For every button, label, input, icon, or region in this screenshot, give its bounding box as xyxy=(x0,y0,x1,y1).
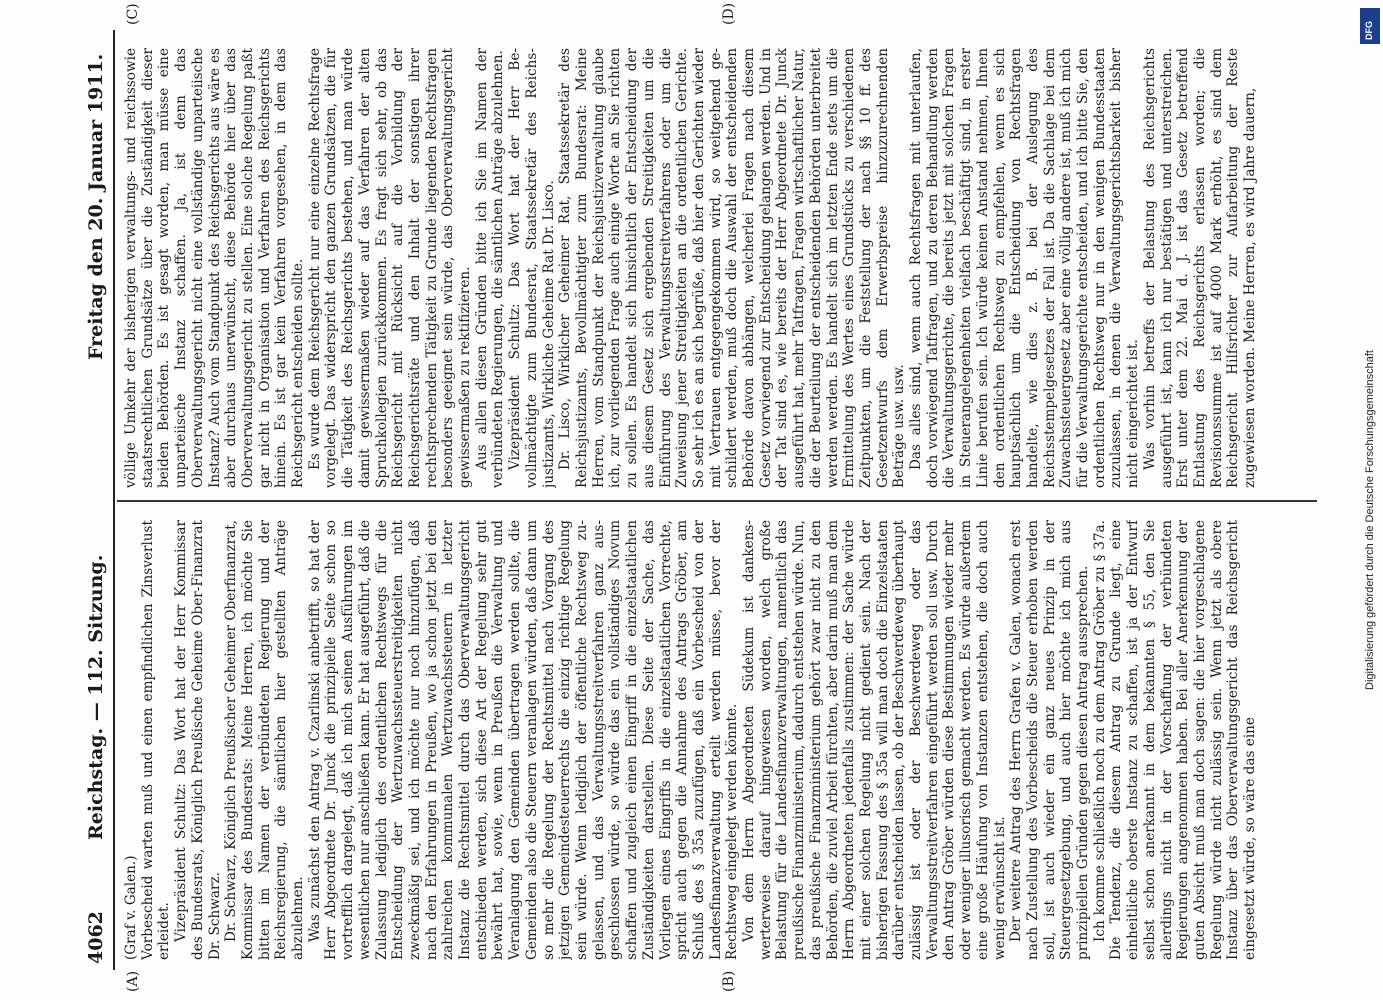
header-rule xyxy=(113,30,115,970)
left-text-column xyxy=(123,520,1313,960)
margin-mark-c: (C) xyxy=(125,3,141,25)
left-running-title: Reichstag. — 112. Sitzung. xyxy=(85,554,107,840)
paragraph: Was vorhin betreffs der Belastung des Reichsgerichts ausgeführt ist, kann ich nur bestätigen und unterstreichen. Erst unter dem 22. Mai d. J. ist das Gesetz betreffend Entlastung des Reichsgerichts erlassen worden; die Revisionssumme ist auf 4000 Mark erhöht, es sind dem Reichsgericht Hilfsrichter zur Aufarbeitung der Reste zugewiesen worden. Meine Herren, es wird Jahre dauern, xyxy=(1141,48,1259,488)
right-text-column xyxy=(123,48,1313,488)
paragraph: völlige Umkehr der bisherigen verwaltungs- und reichssowie staatsrechtlichen Grundsätze über die Zuständigkeit dieser beiden Behörden. Es ist gesagt worden, man müsse eine unparteiische Instanz schaffen. Ja, ist denn das Oberverwaltungsgericht nicht eine vollständige unparteiische Instanz? Auch vom Standpunkt des Reichsgerichts aus wäre es aber durchaus unerwünscht, diese Behörde hier über das Oberverwaltungsgericht zu stellen. Eine solche Regelung paßt gar nicht in Organisation und Verfahren des Reichsgerichts hinein. Es ist gar kein Verfahren vorgesehen, in dem das Reichsgericht entscheiden sollte. xyxy=(123,48,307,488)
page-header xyxy=(79,30,113,970)
paragraph: Von dem Herrn Abgeordneten Südekum ist dankenswerterweise darauf hingewiesen worden, welch große Belastung für die Landesfinanzverwaltungen, namentlich das preußische Finanzministerium, dadurch entstehen würde. Nun, das preußische Finanzministerium gehört zwar nicht zu den Behörden, die zuviel Arbeit fürchten, aber darin muß man dem Herrn Abgeordneten jedenfalls zustimmen: der Sache würde mit einer solchen Regelung nicht gedient sein. Nach der bisherigen Fassung des § 35a will man doch die Einzelstaaten darüber entscheiden lassen, ob der Beschwerdeweg überhaupt zulässig ist oder der Beschwerdeweg oder das Verwaltungsstreitverfahren eingeführt werden soll usw. Durch den Antrag Gröber würden diese Bestimmungen wieder mehr oder weniger illusorisch gemacht werden. Es würde außerdem eine große Häufung von Instanzen entstehen, die doch auch wenig erwünscht ist. xyxy=(741,520,1008,960)
right-running-title: Freitag den 20. Januar 1911. xyxy=(85,53,107,360)
paragraph: Dr. Schwarz, Königlich Preußischer Geheimer Oberfinanzrat, Kommissar des Bundesrats: Meine Herren, ich möchte Sie bitten im Namen der verbündeten Regierung und der Reichsregierung, die sämtlichen hier gestellten Anträge abzulehnen. xyxy=(223,520,307,960)
paragraph: Aus allen diesen Gründen bitte ich Sie im Namen der verbündeten Regierungen, die sämtlichen Anträge abzulehnen. xyxy=(473,48,507,488)
margin-mark-d: (D) xyxy=(721,2,737,25)
printed-page xyxy=(61,2,1321,992)
paragraph: Vizepräsident Schultz: Das Wort hat der Herr Kommissar des Bundesrats, Königlich Preußische Geheime Ober-Finanzrat Dr. Schwarz. xyxy=(173,520,223,960)
paragraph: (Graf v. Galen.) xyxy=(123,855,139,960)
paragraph: Was zunächst den Antrag v. Czarlinski anbetrifft, so hat der Herr Abgeordnete Dr. Junck die prinzipielle Seite schon so vortrefflich dargelegt, daß ich mich seinen Ausführungen im wesentlichen nur anschließen kann. Er hat ausgeführt, daß die Zulassung lediglich des ordentlichen Rechtswegs für die Entscheidung der Wertzuwachssteuerstreitigkeiten nicht zweckmäßig sei, und ich möchte nur noch hinzufügen, daß nach den Erfahrungen in Preußen, wo ja schon jetzt bei den zahlreichen kommunalen Wertzuwachssteuern in letzter Instanz die Rechtsmittel durch das Oberverwaltungsgericht entschieden werden, sich diese Art der Regelung sehr gut bewährt hat, sowie, wenn in Preußen die Verwaltung und Veranlagung den Gemeinden übertragen werden sollte, die Gemeinden also die Steuern veranlagen würden, daß dann um so mehr die Regelung der Rechtsmittel nach Vorgang des jetzigen Gemeindesteuerrechts die einzig richtige Regelung sein würde. Wenn lediglich der öffentliche Rechtsweg zugelassen, und das Verwaltungsstreitverfahren ganz ausgeschlossen würde, so würde das ein vollständiges Novum schaffen und zugleich einen Eingriff in die einzelstaatlichen Zuständigkeiten darstellen. Diese Seite der Sache, das Vorliegen eines Eingriffs in die einzelstaatlichen Vorrechte, spricht auch gegen die Annahme des Antrags Gröber, am Schluß des § 35a zuzufügen, daß ein Vorbescheid von der Landesfinanzverwaltung erteilt werden müsse, bevor der Rechtsweg eingelegt werden könnte. xyxy=(306,520,741,960)
paragraph: Dr. Lisco, Wirklicher Geheimer Rat, Staatssekretär des Reichsjustizamts, Bevollmächtigter zum Bundesrat: Meine Herren, vom Standpunkt der Reichsjustizverwaltung glaube ich, zur vorliegenden Frage auch einige Worte an Sie richten zu sollen. Es handelt sich hinsichtlich der Entscheidung der aus diesem Gesetz sich ergebenden Streitigkeiten um die Einführung des Verwaltungsstreitverfahrens oder um die Zuweisung jener Streitigkeiten an die ordentlichen Gerichte. So sehr ich es an sich begrüße, daß hier den Gerichten wieder mit Vertrauen entgegengekommen wird, so weitgehend geschildert werden, muß doch die Auswahl der entscheidenden Behörde davon abhängen, welcherlei Fragen nach diesem Gesetz vorwiegend zur Entscheidung gelangen werden. Und in der Tat sind es, wie bereits der Herr Abgeordnete Dr. Junck ausgeführt hat, mehr Tatfragen, Fragen wirtschaftlicher Natur, die der Beurteilung der entscheidenden Behörden unterbreitet werden werden. Es handelt sich im letzten Ende stets um die Ermittelung des Wertes eines Grundstücks zu verschiedenen Zeitpunkten, um die Feststellung der nach §§ 10 ff. des Gesetzentwurfs dem Erwerbspreise hinzuzurechnenden Beträge usw. usw. xyxy=(557,48,908,488)
paragraph: Ich komme schließlich noch zu dem Antrag Gröber zu § 37a. Die Tendenz, die diesem Antrag zu Grunde liegt, eine einheitliche oberste Instanz zu schaffen, ist ja der Entwurf selbst schon anerkannt in dem bekannten § 55, den Sie allerdings nicht in der Vorschaffung der verbündeten Regierungen angenommen haben. Bei aller Anerkennung der guten Absicht muß man doch sagen: die hier vorgeschlagene Regelung würde nicht zulässig sein. Wenn jetzt als obere Instanz über das Oberverwaltungsgericht das Reichsgericht eingesetzt würde, so wäre das eine xyxy=(1091,520,1259,960)
page-number: 4062 xyxy=(85,911,107,964)
margin-mark-a: (A) xyxy=(125,970,141,992)
paragraph: Vizepräsident Schultz: Das Wort hat der Herr Bevollmächtigte zum Bundesrat, Staatssekretär des Reichsjustizamts, Wirkliche Geheime Rat Dr. Lisco. xyxy=(507,48,557,488)
paragraph: Vorbescheid warten muß und einen empfindlichen Zinsverlust erleidet. xyxy=(139,520,173,960)
margin-mark-b: (B) xyxy=(721,970,737,992)
paragraph: Das alles sind, wenn auch Rechtsfragen mit unterlaufen, doch vorwiegend Tatfragen, und zu deren Behandlung werden die Verwaltungsgerichte, die bereits jetzt mit solchen Fragen in Steuerangelegenheiten vielfach beschäftigt sind, in erster Linie berufen sein. Ich würde keinen Anstand nehmen, Ihnen den ordentlichen Rechtsweg zu empfehlen, wenn es sich hauptsächlich um die Entscheidung von Rechtsfragen handelte, wie dies z. B. bei der Auslegung des Reichsstempelgesetzes der Fall ist. Da die Sachlage bei dem Zuwachssteuergesetz aber eine völlig andere ist, muß ich mich für die Verwaltungsgerichte entscheiden, und ich bitte Sie, den ordentlichen Rechtsweg nur in den wenigen Bundesstaaten zuzulassen, in denen die Verwaltungsgerichtsbarkeit bisher nicht eingerichtet ist. xyxy=(908,48,1142,488)
column-divider xyxy=(117,500,1317,502)
paragraph: Es wurde dem Reichsgericht nur eine einzelne Rechtsfrage vorgelegt. Das widerspricht den ganzen Grundsätzen, die für die Tätigkeit des Reichsgerichts bestehen, und man würde damit gewissermaßen wieder auf das Verfahren der alten Spruchkollegien zurückkommen. Es fragt sich sehr, ob das Reichsgericht mit Rücksicht auf die Vorbildung der Reichsgerichtsräte und den Inhalt der sonstigen ihrer rechtsprechenden Tätigkeit zu Grunde liegenden Rechtsfragen besonders geeignet sein würde, das Oberverwaltungsgericht gewissermaßen zu rektifizieren. xyxy=(306,48,474,488)
dfg-logo-text: DFG xyxy=(1364,21,1374,40)
paragraph: Der weitere Antrag des Herrn Grafen v. Galen, wonach erst nach Zustellung des Vorbescheids die Steuer erhoben werden soll, ist auch wieder ein ganz neues Prinzip in der Steuergesetzgebung, und auch hier möchte ich mich aus prinzipiellen Gründen gegen diesen Antrag aussprechen. xyxy=(1008,520,1092,960)
dfg-logo xyxy=(1360,8,1380,44)
digitization-credit: Digitalisierung gefördert durch die Deutsche Forschungsgemeinschaft xyxy=(1364,350,1376,690)
